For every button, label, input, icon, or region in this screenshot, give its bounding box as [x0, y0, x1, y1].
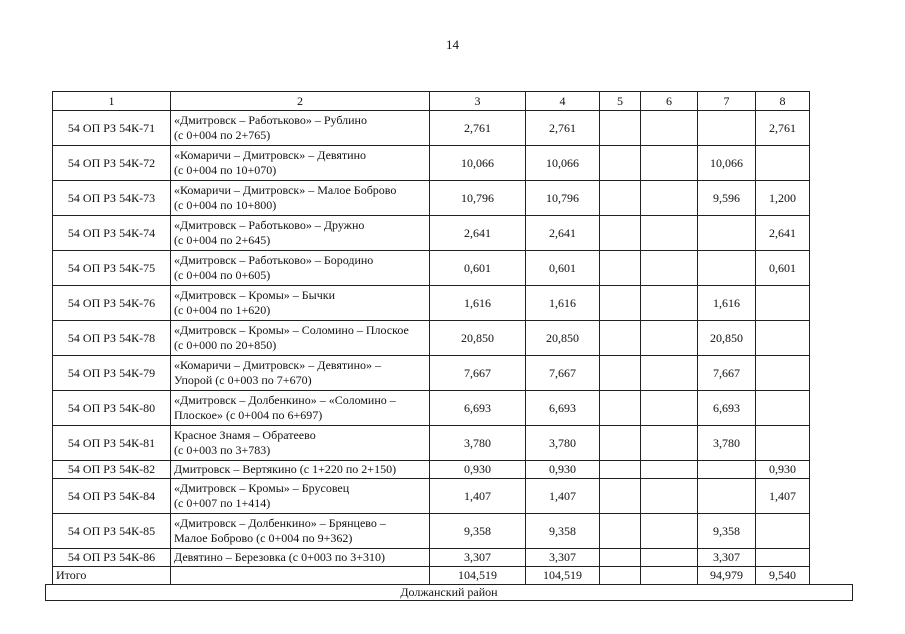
table-row	[53, 391, 810, 426]
value-cell-c3: 0,601	[430, 251, 526, 286]
road-name	[171, 356, 430, 391]
road-name-line: «Дмитровск – Кромы» – Брусовец	[174, 481, 350, 495]
road-name-line: Красное Знамя – Обратеево	[174, 428, 316, 442]
total-value-c3: 104,519	[430, 567, 526, 585]
value-cell-c3: 2,761	[430, 111, 526, 146]
value-cell-c6	[641, 549, 698, 567]
value-cell-c3: 10,066	[430, 146, 526, 181]
header-row	[53, 92, 810, 111]
value-cell-c4: 20,850	[526, 321, 600, 356]
road-name-line: (с 0+003 по 3+783)	[174, 443, 271, 457]
value-cell-c8	[756, 356, 810, 391]
value-cell-c8	[756, 549, 810, 567]
value-cell-c5	[600, 251, 641, 286]
district-name: Должанский район	[46, 585, 853, 601]
value-cell-c5	[600, 549, 641, 567]
road-name-line: «Комаричи – Дмитровск» – Девятино	[174, 148, 367, 162]
table-row	[53, 216, 810, 251]
value-cell-c8: 2,641	[756, 216, 810, 251]
road-name-line: (с 0+004 по 10+800)	[174, 198, 277, 212]
value-cell-c3: 6,693	[430, 391, 526, 426]
value-cell-c8: 1,407	[756, 479, 810, 514]
value-cell-c6	[641, 216, 698, 251]
road-name	[171, 461, 430, 479]
table-row	[53, 251, 810, 286]
page-number: 14	[446, 37, 459, 52]
table-row	[53, 461, 810, 479]
road-name	[171, 426, 430, 461]
road-name-line: «Дмитровск – Долбенкино» – Брянцево –	[174, 516, 386, 530]
road-code: 54 ОП РЗ 54К-82	[53, 461, 171, 479]
road-name	[171, 146, 430, 181]
column-header: 5	[600, 92, 641, 111]
value-cell-c3: 3,780	[430, 426, 526, 461]
value-cell-c3: 7,667	[430, 356, 526, 391]
total-value-c6	[641, 567, 698, 585]
value-cell-c6	[641, 479, 698, 514]
road-name	[171, 321, 430, 356]
table-row	[53, 426, 810, 461]
road-name-line: (с 0+004 по 2+645)	[174, 233, 271, 247]
value-cell-c8: 1,200	[756, 181, 810, 216]
column-header: 7	[698, 92, 756, 111]
road-name-line: (с 0+004 по 1+620)	[174, 303, 271, 317]
value-cell-c6	[641, 514, 698, 549]
value-cell-c7: 3,307	[698, 549, 756, 567]
value-cell-c8	[756, 286, 810, 321]
road-code: 54 ОП РЗ 54К-78	[53, 321, 171, 356]
value-cell-c5	[600, 216, 641, 251]
table-row	[53, 146, 810, 181]
value-cell-c6	[641, 146, 698, 181]
value-cell-c5	[600, 356, 641, 391]
value-cell-c4: 6,693	[526, 391, 600, 426]
roads-table	[52, 91, 810, 585]
table-row	[53, 286, 810, 321]
value-cell-c8	[756, 514, 810, 549]
value-cell-c7: 3,780	[698, 426, 756, 461]
value-cell-c6	[641, 426, 698, 461]
table-row	[53, 514, 810, 549]
value-cell-c5	[600, 181, 641, 216]
value-cell-c7	[698, 461, 756, 479]
total-label: Итого	[53, 567, 171, 585]
road-name	[171, 479, 430, 514]
road-name-line: «Комаричи – Дмитровск» – Малое Боброво	[174, 183, 397, 197]
value-cell-c3: 9,358	[430, 514, 526, 549]
value-cell-c5	[600, 514, 641, 549]
road-code: 54 ОП РЗ 54К-86	[53, 549, 171, 567]
value-cell-c3: 3,307	[430, 549, 526, 567]
value-cell-c6	[641, 286, 698, 321]
road-name-line: Дмитровск – Вертякино (с 1+220 по 2+150)	[174, 462, 397, 476]
value-cell-c6	[641, 356, 698, 391]
road-name-line: «Дмитровск – Долбенкино» – «Соломино –	[174, 393, 396, 407]
total-row	[53, 567, 810, 585]
road-code: 54 ОП РЗ 54К-74	[53, 216, 171, 251]
road-name	[171, 216, 430, 251]
road-code: 54 ОП РЗ 54К-84	[53, 479, 171, 514]
value-cell-c4: 7,667	[526, 356, 600, 391]
value-cell-c4: 0,930	[526, 461, 600, 479]
value-cell-c4: 10,796	[526, 181, 600, 216]
value-cell-c7: 9,358	[698, 514, 756, 549]
value-cell-c8: 0,930	[756, 461, 810, 479]
road-name	[171, 514, 430, 549]
value-cell-c7: 9,596	[698, 181, 756, 216]
road-name	[171, 111, 430, 146]
road-name-line: «Комаричи – Дмитровск» – Девятино» –	[174, 358, 382, 372]
column-header: 8	[756, 92, 810, 111]
value-cell-c6	[641, 391, 698, 426]
table-row	[53, 181, 810, 216]
road-name-line: «Дмитровск – Работьково» – Бородино	[174, 253, 374, 267]
road-name	[171, 549, 430, 567]
total-value-c7: 94,979	[698, 567, 756, 585]
road-name-line: «Дмитровск – Работьково» – Дружно	[174, 218, 365, 232]
value-cell-c4: 2,761	[526, 111, 600, 146]
value-cell-c3: 1,616	[430, 286, 526, 321]
total-value-c8: 9,540	[756, 567, 810, 585]
value-cell-c5	[600, 479, 641, 514]
value-cell-c3: 1,407	[430, 479, 526, 514]
value-cell-c8	[756, 391, 810, 426]
value-cell-c6	[641, 181, 698, 216]
value-cell-c7	[698, 251, 756, 286]
road-code: 54 ОП РЗ 54К-85	[53, 514, 171, 549]
value-cell-c5	[600, 286, 641, 321]
value-cell-c8: 2,761	[756, 111, 810, 146]
value-cell-c5	[600, 146, 641, 181]
column-header: 6	[641, 92, 698, 111]
total-value-c5	[600, 567, 641, 585]
road-name-line: «Дмитровск – Работьково» – Рублино	[174, 113, 367, 127]
value-cell-c8	[756, 146, 810, 181]
value-cell-c3: 20,850	[430, 321, 526, 356]
column-header: 1	[53, 92, 171, 111]
table-row	[53, 321, 810, 356]
road-name-line: (с 0+004 по 0+605)	[174, 268, 271, 282]
value-cell-c7: 10,066	[698, 146, 756, 181]
road-name-line: (с 0+007 по 1+414)	[174, 496, 271, 510]
value-cell-c4: 1,407	[526, 479, 600, 514]
value-cell-c7: 1,616	[698, 286, 756, 321]
value-cell-c4: 9,358	[526, 514, 600, 549]
road-code: 54 ОП РЗ 54К-75	[53, 251, 171, 286]
value-cell-c4: 10,066	[526, 146, 600, 181]
value-cell-c3: 2,641	[430, 216, 526, 251]
road-name	[171, 286, 430, 321]
district-row	[46, 585, 853, 601]
value-cell-c7	[698, 111, 756, 146]
value-cell-c4: 1,616	[526, 286, 600, 321]
road-code: 54 ОП РЗ 54К-79	[53, 356, 171, 391]
district-table	[45, 584, 853, 601]
table-row	[53, 479, 810, 514]
road-name-line: «Дмитровск – Кромы» – Соломино – Плоское	[174, 323, 409, 337]
value-cell-c5	[600, 461, 641, 479]
road-name-line: (с 0+000 по 20+850)	[174, 338, 277, 352]
value-cell-c7: 7,667	[698, 356, 756, 391]
column-header: 3	[430, 92, 526, 111]
road-code: 54 ОП РЗ 54К-80	[53, 391, 171, 426]
road-code: 54 ОП РЗ 54К-72	[53, 146, 171, 181]
value-cell-c6	[641, 321, 698, 356]
total-value-c4: 104,519	[526, 567, 600, 585]
value-cell-c4: 2,641	[526, 216, 600, 251]
road-name	[171, 181, 430, 216]
value-cell-c7	[698, 216, 756, 251]
road-name-line: Упорой (с 0+003 по 7+670)	[174, 373, 312, 387]
value-cell-c6	[641, 111, 698, 146]
road-name-line: (с 0+004 по 2+765)	[174, 128, 271, 142]
road-name	[171, 391, 430, 426]
road-name-line: «Дмитровск – Кромы» – Бычки	[174, 288, 336, 302]
road-name	[171, 251, 430, 286]
value-cell-c8	[756, 426, 810, 461]
value-cell-c5	[600, 426, 641, 461]
value-cell-c8: 0,601	[756, 251, 810, 286]
value-cell-c6	[641, 251, 698, 286]
column-header: 4	[526, 92, 600, 111]
value-cell-c3: 10,796	[430, 181, 526, 216]
value-cell-c5	[600, 391, 641, 426]
table-row	[53, 549, 810, 567]
road-name-line: Малое Боброво (с 0+004 по 9+362)	[174, 531, 353, 545]
column-header: 2	[171, 92, 430, 111]
value-cell-c7: 6,693	[698, 391, 756, 426]
road-code: 54 ОП РЗ 54К-71	[53, 111, 171, 146]
value-cell-c4: 3,780	[526, 426, 600, 461]
value-cell-c5	[600, 321, 641, 356]
total-empty-cell	[171, 567, 430, 585]
value-cell-c4: 3,307	[526, 549, 600, 567]
table-row	[53, 356, 810, 391]
road-name-line: Девятино – Березовка (с 0+003 по 3+310)	[174, 550, 386, 564]
value-cell-c8	[756, 321, 810, 356]
road-code: 54 ОП РЗ 54К-81	[53, 426, 171, 461]
value-cell-c6	[641, 461, 698, 479]
road-name-line: (с 0+004 по 10+070)	[174, 163, 277, 177]
value-cell-c4: 0,601	[526, 251, 600, 286]
value-cell-c3: 0,930	[430, 461, 526, 479]
value-cell-c7: 20,850	[698, 321, 756, 356]
road-code: 54 ОП РЗ 54К-76	[53, 286, 171, 321]
value-cell-c5	[600, 111, 641, 146]
road-name-line: Плоское» (с 0+004 по 6+697)	[174, 408, 323, 422]
road-code: 54 ОП РЗ 54К-73	[53, 181, 171, 216]
table-row	[53, 111, 810, 146]
value-cell-c7	[698, 479, 756, 514]
